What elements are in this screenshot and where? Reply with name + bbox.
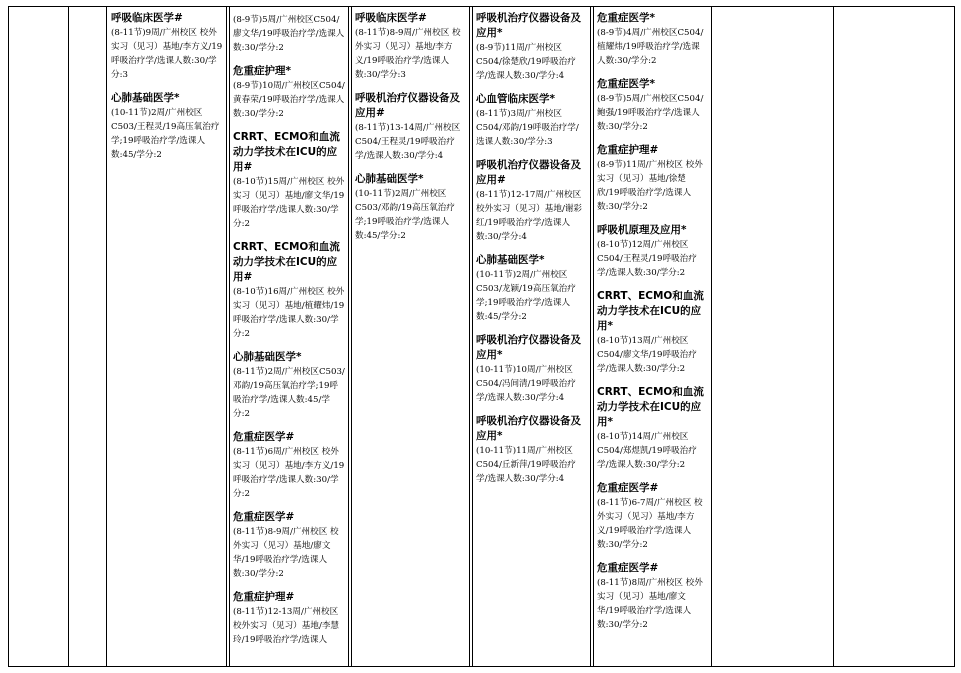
course-detail: (8-11节)8-9周/广州校区 校外实习（见习）基地/廖文华/19呼吸治疗学/选课人数:30/学分:2 [233,527,339,579]
course-entry [476,158,587,244]
course-detail: (8-9节)5周/广州校区C504/廖文华/19呼吸治疗学/选课人数:30/学分:2 [233,15,345,53]
course-entry [233,590,345,647]
course-entry [355,91,466,163]
course-title: 危重症医学# [597,562,659,574]
course-detail: (8-10节)12周/广州校区C504/王程灵/19呼吸治疗学/选课人数:30/学分:2 [597,240,697,278]
course-detail: (8-9节)11周/广州校区 校外实习（见习）基地/徐楚欣/19呼吸治疗学/选课人数:30/学分:2 [597,160,703,212]
course-entry [597,481,708,552]
course-detail: (8-11节)12-13周/广州校区 校外实习（见习）基地/李慧玲/19呼吸治疗学/选课人 [233,607,340,645]
column-divider [590,7,591,666]
course-detail: (8-9节)10周/广州校区C504/黄春荣/19呼吸治疗学/选课人数:30/学分:2 [233,81,345,119]
course-detail: (8-11节)8周/广州校区 校外实习（见习）基地/廖文华/19呼吸治疗学/选课人数:30/学分:2 [597,578,703,630]
course-detail: (8-11节)8-9周/广州校区 校外实习（见习）基地/李方义/19呼吸治疗学/选课人数:30/学分:3 [355,28,461,80]
course-entry [476,414,587,486]
course-entry [476,11,587,83]
column-divider [348,7,349,666]
course-title: 呼吸机治疗仪器设备及应用* [476,334,581,361]
course-detail: (8-11节)2周/广州校区C503/邓韵/19高压氧治疗学;19呼吸治疗学/选课人数:45/学分:2 [233,367,345,419]
course-title: CRRT、ECMO和血流动力学技术在ICU的应用# [233,241,340,283]
course-detail: (8-10节)16周/广州校区 校外实习（见习）基地/植耀炜/19呼吸治疗学/选课人数:30/学分:2 [233,287,345,339]
course-detail: (8-11节)6周/广州校区 校外实习（见习）基地/李方义/19呼吸治疗学/选课人数:30/学分:2 [233,447,345,499]
course-detail: (10-11节)2周/广州校区C503/邓韵/19高压氧治疗学;19呼吸治疗学/选课人数:45/学分:2 [355,189,455,241]
course-entry [233,430,345,501]
course-entry [476,253,587,324]
course-detail: (8-11节)13-14周/广州校区C504/王程灵/19呼吸治疗学/选课人数:30/学分:4 [355,123,461,161]
course-detail: (8-11节)12-17周/广州校区 校外实习（见习）基地/谢彩红/19呼吸治疗学/选课人数:30/学分:4 [476,190,583,242]
course-entry [355,172,466,243]
day-column-3 [352,11,469,252]
course-title: 呼吸机治疗仪器设备及应用* [476,12,581,39]
course-title: 心肺基础医学* [355,173,424,185]
course-entry [476,92,587,149]
course-title: 危重症护理# [597,144,659,156]
course-title: 危重症护理* [233,65,291,77]
day-column-4 [473,11,590,495]
course-entry [597,289,708,376]
day-column-5 [594,11,711,641]
course-entry [233,240,345,341]
course-detail: (8-11节)9周/广州校区 校外实习（见习）基地/李方义/19呼吸治疗学/选课人数:30/学分:3 [111,28,223,80]
course-title: 呼吸机治疗仪器设备及应用* [476,415,581,442]
course-entry [111,91,223,162]
course-entry [233,510,345,581]
timetable-grid [8,6,955,667]
course-title: 心肺基础医学* [111,92,180,104]
course-entry [597,561,708,632]
course-title: 心肺基础医学* [233,351,302,363]
course-detail: (10-11节)10周/广州校区C504/冯间清/19呼吸治疗学/选课人数:30/学分:4 [476,365,576,403]
course-detail: (8-9节)11周/广州校区C504/徐楚欣/19呼吸治疗学/选课人数:30/学分:4 [476,43,576,81]
course-title: 危重症医学* [597,12,655,24]
course-title: 危重症医学# [233,511,295,523]
course-entry [233,64,345,121]
course-title: CRRT、ECMO和血流动力学技术在ICU的应用* [597,386,704,428]
course-detail: (8-10节)15周/广州校区 校外实习（见习）基地/廖文华/19呼吸治疗学/选课人数:30/学分:2 [233,177,345,229]
course-title: 心肺基础医学* [476,254,545,266]
course-detail: (8-11节)6-7周/广州校区 校外实习（见习）基地/李方义/19呼吸治疗学/选课人数:30/学分:2 [597,498,703,550]
course-detail: (8-11节)3周/广州校区C504/邓韵/19呼吸治疗学/选课人数:30/学分:3 [476,109,579,147]
course-entry [476,333,587,405]
course-entry [597,77,708,134]
course-title: 危重症医学* [597,78,655,90]
course-entry [233,130,345,231]
course-entry [597,385,708,472]
course-detail: (8-10节)14周/广州校区C504/郑煜凯/19呼吸治疗学/选课人数:30/学分:2 [597,432,697,470]
course-title: 呼吸机治疗仪器设备及应用# [476,159,581,186]
course-title: CRRT、ECMO和血流动力学技术在ICU的应用* [597,290,704,332]
course-title: 危重症医学# [597,482,659,494]
course-entry [233,13,345,55]
course-title: CRRT、ECMO和血流动力学技术在ICU的应用# [233,131,340,173]
course-title: 危重症护理# [233,591,295,603]
course-detail: (10-11节)2周/广州校区C503/龙颖/19高压氧治疗学;19呼吸治疗学/选课人数:45/学分:2 [476,270,576,322]
course-title: 危重症医学# [233,431,295,443]
course-title: 呼吸机治疗仪器设备及应用# [355,92,460,119]
course-detail: (8-9节)5周/广州校区C504/鲍强/19呼吸治疗学/选课人数:30/学分:2 [597,94,704,132]
course-detail: (10-11节)11周/广州校区C504/丘新萍/19呼吸治疗学/选课人数:30/学分:4 [476,446,576,484]
column-divider [469,7,470,666]
column-divider [106,7,107,666]
course-entry [597,223,708,280]
course-entry [597,143,708,214]
course-entry [355,11,466,82]
course-detail: (8-10节)13周/广州校区C504/廖文华/19呼吸治疗学/选课人数:30/学分:2 [597,336,697,374]
column-divider [226,7,227,666]
column-divider [833,7,834,666]
column-divider [711,7,712,666]
course-entry [597,11,708,68]
course-entry [233,350,345,421]
course-title: 心血管临床医学* [476,93,555,105]
course-detail: (8-9节)4周/广州校区C504/植耀炜/19呼吸治疗学/选课人数:30/学分:2 [597,28,704,66]
course-title: 呼吸临床医学# [111,12,183,24]
course-entry [111,11,223,82]
course-detail: (10-11节)2周/广州校区C503/王程灵/19高压氧治疗学;19呼吸治疗学/选课人数:45/学分:2 [111,108,220,160]
day-column-1 [108,11,226,171]
course-title: 呼吸临床医学# [355,12,427,24]
day-column-2 [230,13,348,656]
course-title: 呼吸机原理及应用* [597,224,687,236]
column-divider [68,7,69,666]
